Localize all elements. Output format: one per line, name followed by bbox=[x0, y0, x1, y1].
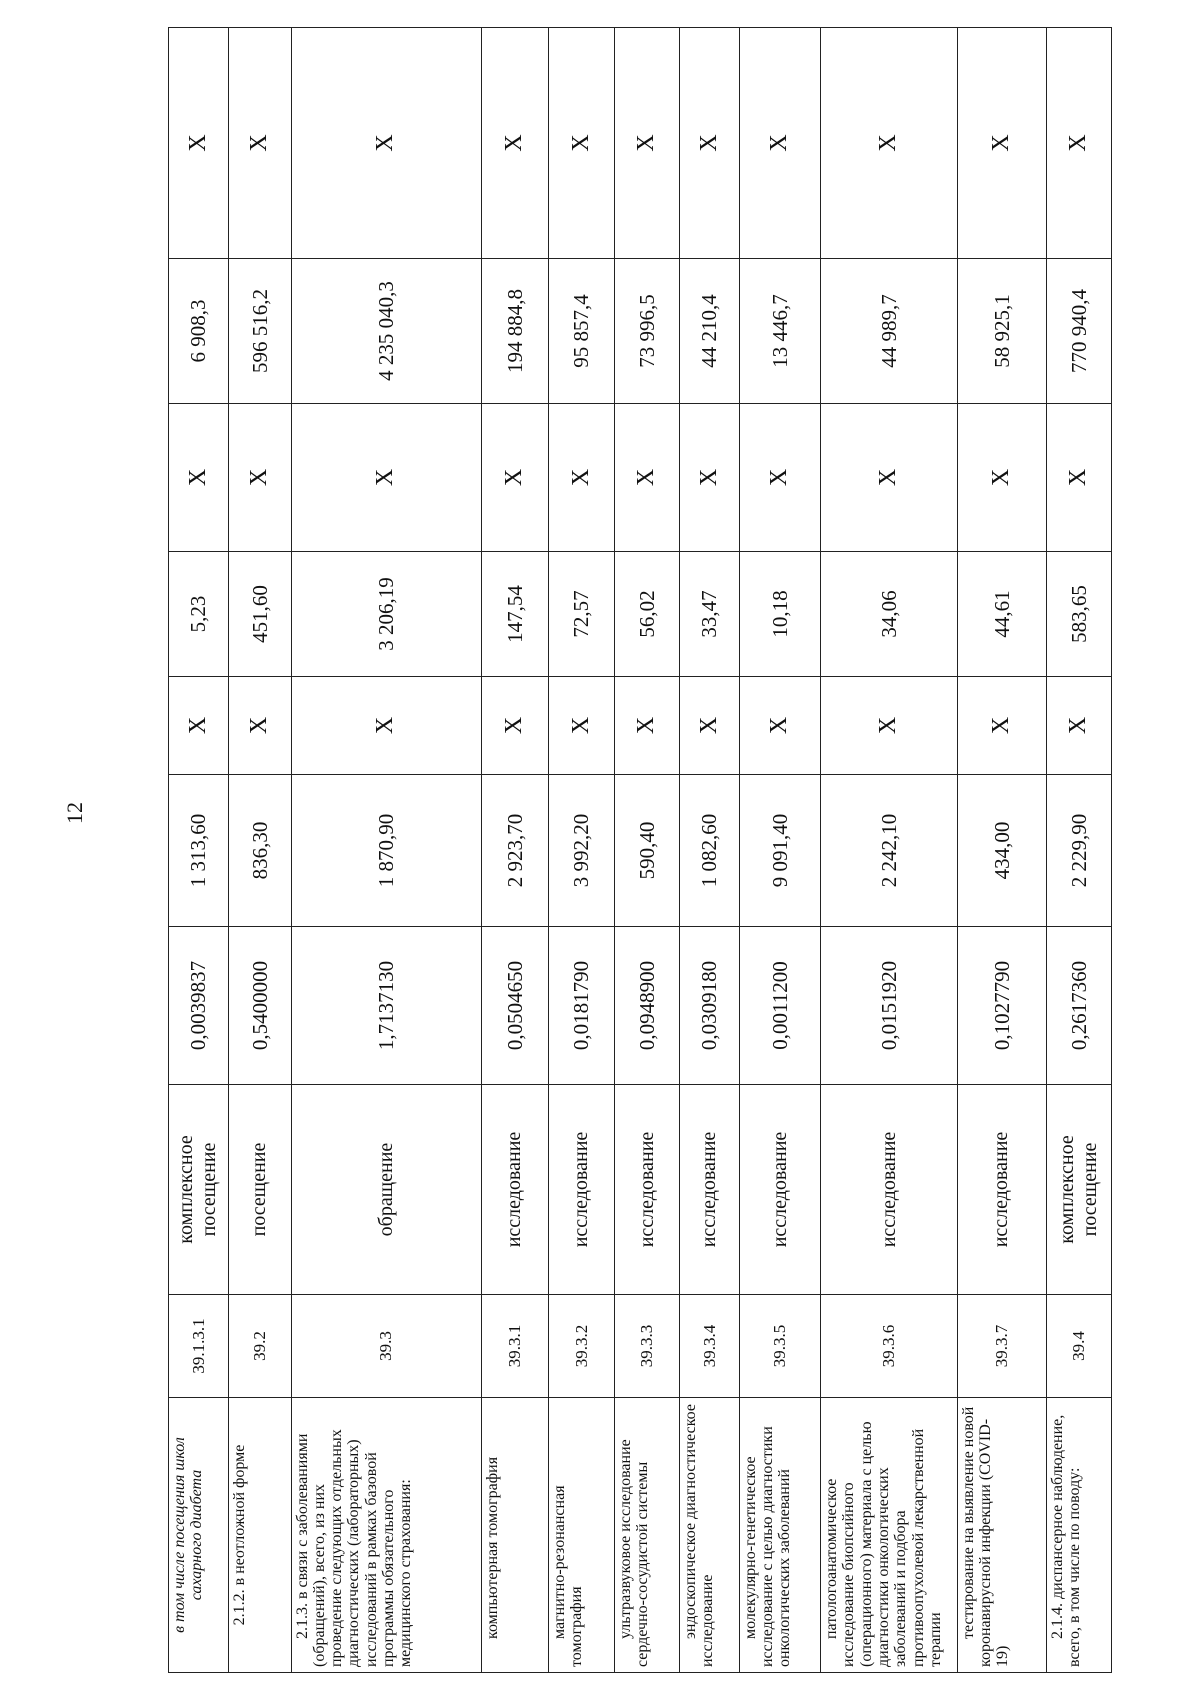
row-x3: Х bbox=[821, 28, 958, 259]
row-unit: посещение bbox=[228, 1085, 291, 1295]
table-row bbox=[548, 28, 614, 1673]
row-x3: Х bbox=[228, 28, 291, 259]
row-name: компьютерная томография bbox=[481, 1398, 548, 1673]
row-x3: Х bbox=[1046, 28, 1111, 259]
table-row bbox=[1046, 28, 1111, 1673]
row-total: 6 908,3 bbox=[169, 259, 229, 404]
row-x2: Х bbox=[169, 404, 229, 552]
row-x2: Х bbox=[739, 404, 820, 552]
row-x2: Х bbox=[680, 404, 740, 552]
row-unit: исследование bbox=[680, 1085, 740, 1295]
row-x2: Х bbox=[615, 404, 680, 552]
row-per-capita: 44,61 bbox=[957, 552, 1046, 677]
row-x3: Х bbox=[291, 28, 481, 259]
row-cost: 836,30 bbox=[228, 775, 291, 927]
table-row bbox=[680, 28, 740, 1673]
row-per-capita: 56,02 bbox=[615, 552, 680, 677]
row-cost: 2 229,90 bbox=[1046, 775, 1111, 927]
row-total: 13 446,7 bbox=[739, 259, 820, 404]
row-norm: 1,7137130 bbox=[291, 927, 481, 1085]
row-total: 73 996,5 bbox=[615, 259, 680, 404]
row-total: 58 925,1 bbox=[957, 259, 1046, 404]
row-per-capita: 33,47 bbox=[680, 552, 740, 677]
row-norm: 0,0151920 bbox=[821, 927, 958, 1085]
row-per-capita: 451,60 bbox=[228, 552, 291, 677]
row-per-capita: 72,57 bbox=[548, 552, 614, 677]
row-x3: Х bbox=[481, 28, 548, 259]
row-cost: 434,00 bbox=[957, 775, 1046, 927]
row-cost: 590,40 bbox=[615, 775, 680, 927]
row-code: 39.3 bbox=[291, 1295, 481, 1398]
financing-table bbox=[168, 27, 1112, 1673]
row-code: 39.3.6 bbox=[821, 1295, 958, 1398]
row-x2: Х bbox=[821, 404, 958, 552]
row-unit: исследование bbox=[615, 1085, 680, 1295]
row-total: 194 884,8 bbox=[481, 259, 548, 404]
row-name: в том числе посещения школ сахарного диабета bbox=[169, 1398, 229, 1673]
page-number: 12 bbox=[62, 802, 87, 824]
row-x2: Х bbox=[1046, 404, 1111, 552]
row-norm: 0,0504650 bbox=[481, 927, 548, 1085]
row-x1: Х bbox=[615, 677, 680, 775]
row-per-capita: 5,23 bbox=[169, 552, 229, 677]
row-code: 39.4 bbox=[1046, 1295, 1111, 1398]
row-x3: Х bbox=[615, 28, 680, 259]
row-per-capita: 3 206,19 bbox=[291, 552, 481, 677]
row-code: 39.3.1 bbox=[481, 1295, 548, 1398]
row-cost: 3 992,20 bbox=[548, 775, 614, 927]
row-x3: Х bbox=[548, 28, 614, 259]
row-unit: исследование bbox=[957, 1085, 1046, 1295]
row-norm: 0,0309180 bbox=[680, 927, 740, 1085]
table-row bbox=[615, 28, 680, 1673]
row-x1: Х bbox=[481, 677, 548, 775]
rotated-table-sheet bbox=[168, 28, 1112, 1673]
table-row bbox=[228, 28, 291, 1673]
row-x2: Х bbox=[957, 404, 1046, 552]
row-x1: Х bbox=[228, 677, 291, 775]
row-x3: Х bbox=[957, 28, 1046, 259]
row-total: 95 857,4 bbox=[548, 259, 614, 404]
row-norm: 0,0181790 bbox=[548, 927, 614, 1085]
row-per-capita: 147,54 bbox=[481, 552, 548, 677]
row-name: эндоскопическое диагностическое исследование bbox=[680, 1398, 740, 1673]
row-unit: исследование bbox=[481, 1085, 548, 1295]
row-norm: 0,0039837 bbox=[169, 927, 229, 1085]
row-cost: 9 091,40 bbox=[739, 775, 820, 927]
row-code: 39.3.7 bbox=[957, 1295, 1046, 1398]
row-cost: 2 242,10 bbox=[821, 775, 958, 927]
row-cost: 2 923,70 bbox=[481, 775, 548, 927]
row-total: 770 940,4 bbox=[1046, 259, 1111, 404]
row-x1: Х bbox=[821, 677, 958, 775]
row-code: 39.3.5 bbox=[739, 1295, 820, 1398]
row-unit: исследование bbox=[739, 1085, 820, 1295]
row-cost: 1 313,60 bbox=[169, 775, 229, 927]
row-total: 44 989,7 bbox=[821, 259, 958, 404]
row-code: 39.3.3 bbox=[615, 1295, 680, 1398]
row-x1: Х bbox=[680, 677, 740, 775]
table-row bbox=[169, 28, 229, 1673]
row-code: 39.1.3.1 bbox=[169, 1295, 229, 1398]
row-name: 2.1.3. в связи с заболеваниями (обращений), всего, из них проведение следующих отдельных диагностических (лабораторных) исследований в рамках базовой программы обязательного медицинского страхования: bbox=[291, 1398, 481, 1673]
row-cost: 1 870,90 bbox=[291, 775, 481, 927]
row-name: 2.1.2. в неотложной форме bbox=[228, 1398, 291, 1673]
table-row bbox=[821, 28, 958, 1673]
row-x2: Х bbox=[291, 404, 481, 552]
row-code: 39.3.2 bbox=[548, 1295, 614, 1398]
row-x1: Х bbox=[1046, 677, 1111, 775]
row-name: 2.1.4. диспансерное наблюдение, всего, в том числе по поводу: bbox=[1046, 1398, 1111, 1673]
row-x3: Х bbox=[739, 28, 820, 259]
row-norm: 0,2617360 bbox=[1046, 927, 1111, 1085]
row-x1: Х bbox=[957, 677, 1046, 775]
row-norm: 0,1027790 bbox=[957, 927, 1046, 1085]
table-row bbox=[481, 28, 548, 1673]
row-x1: Х bbox=[739, 677, 820, 775]
row-name: патологоанатомическое исследование биопсийного (операционного) материала с целью диагностики онкологических заболеваний и подбора противоопухолевой лекарственной терапии bbox=[821, 1398, 958, 1673]
row-x3: Х bbox=[169, 28, 229, 259]
table-rotation-frame bbox=[168, 28, 1112, 1673]
row-x1: Х bbox=[169, 677, 229, 775]
row-norm: 0,0011200 bbox=[739, 927, 820, 1085]
row-per-capita: 34,06 bbox=[821, 552, 958, 677]
row-x1: Х bbox=[548, 677, 614, 775]
row-x2: Х bbox=[548, 404, 614, 552]
row-x3: Х bbox=[680, 28, 740, 259]
table-row bbox=[739, 28, 820, 1673]
row-unit: исследование bbox=[821, 1085, 958, 1295]
row-total: 4 235 040,3 bbox=[291, 259, 481, 404]
row-name: магнитно-резонансная томография bbox=[548, 1398, 614, 1673]
row-total: 596 516,2 bbox=[228, 259, 291, 404]
row-name: ультразвуковое исследование сердечно-сосудистой системы bbox=[615, 1398, 680, 1673]
table-row bbox=[291, 28, 481, 1673]
table-row bbox=[957, 28, 1046, 1673]
row-name: молекулярно-генетическое исследование с целью диагностики онкологических заболеваний bbox=[739, 1398, 820, 1673]
row-code: 39.3.4 bbox=[680, 1295, 740, 1398]
row-unit: обращение bbox=[291, 1085, 481, 1295]
row-per-capita: 583,65 bbox=[1046, 552, 1111, 677]
row-x1: Х bbox=[291, 677, 481, 775]
row-unit: комплексное посещение bbox=[169, 1085, 229, 1295]
row-norm: 0,5400000 bbox=[228, 927, 291, 1085]
row-x2: Х bbox=[481, 404, 548, 552]
row-unit: комплексное посещение bbox=[1046, 1085, 1111, 1295]
row-per-capita: 10,18 bbox=[739, 552, 820, 677]
row-x2: Х bbox=[228, 404, 291, 552]
row-cost: 1 082,60 bbox=[680, 775, 740, 927]
row-norm: 0,0948900 bbox=[615, 927, 680, 1085]
row-code: 39.2 bbox=[228, 1295, 291, 1398]
row-total: 44 210,4 bbox=[680, 259, 740, 404]
row-unit: исследование bbox=[548, 1085, 614, 1295]
row-name: тестирование на выявление новой коронавирусной инфекции (COVID-19) bbox=[957, 1398, 1046, 1673]
